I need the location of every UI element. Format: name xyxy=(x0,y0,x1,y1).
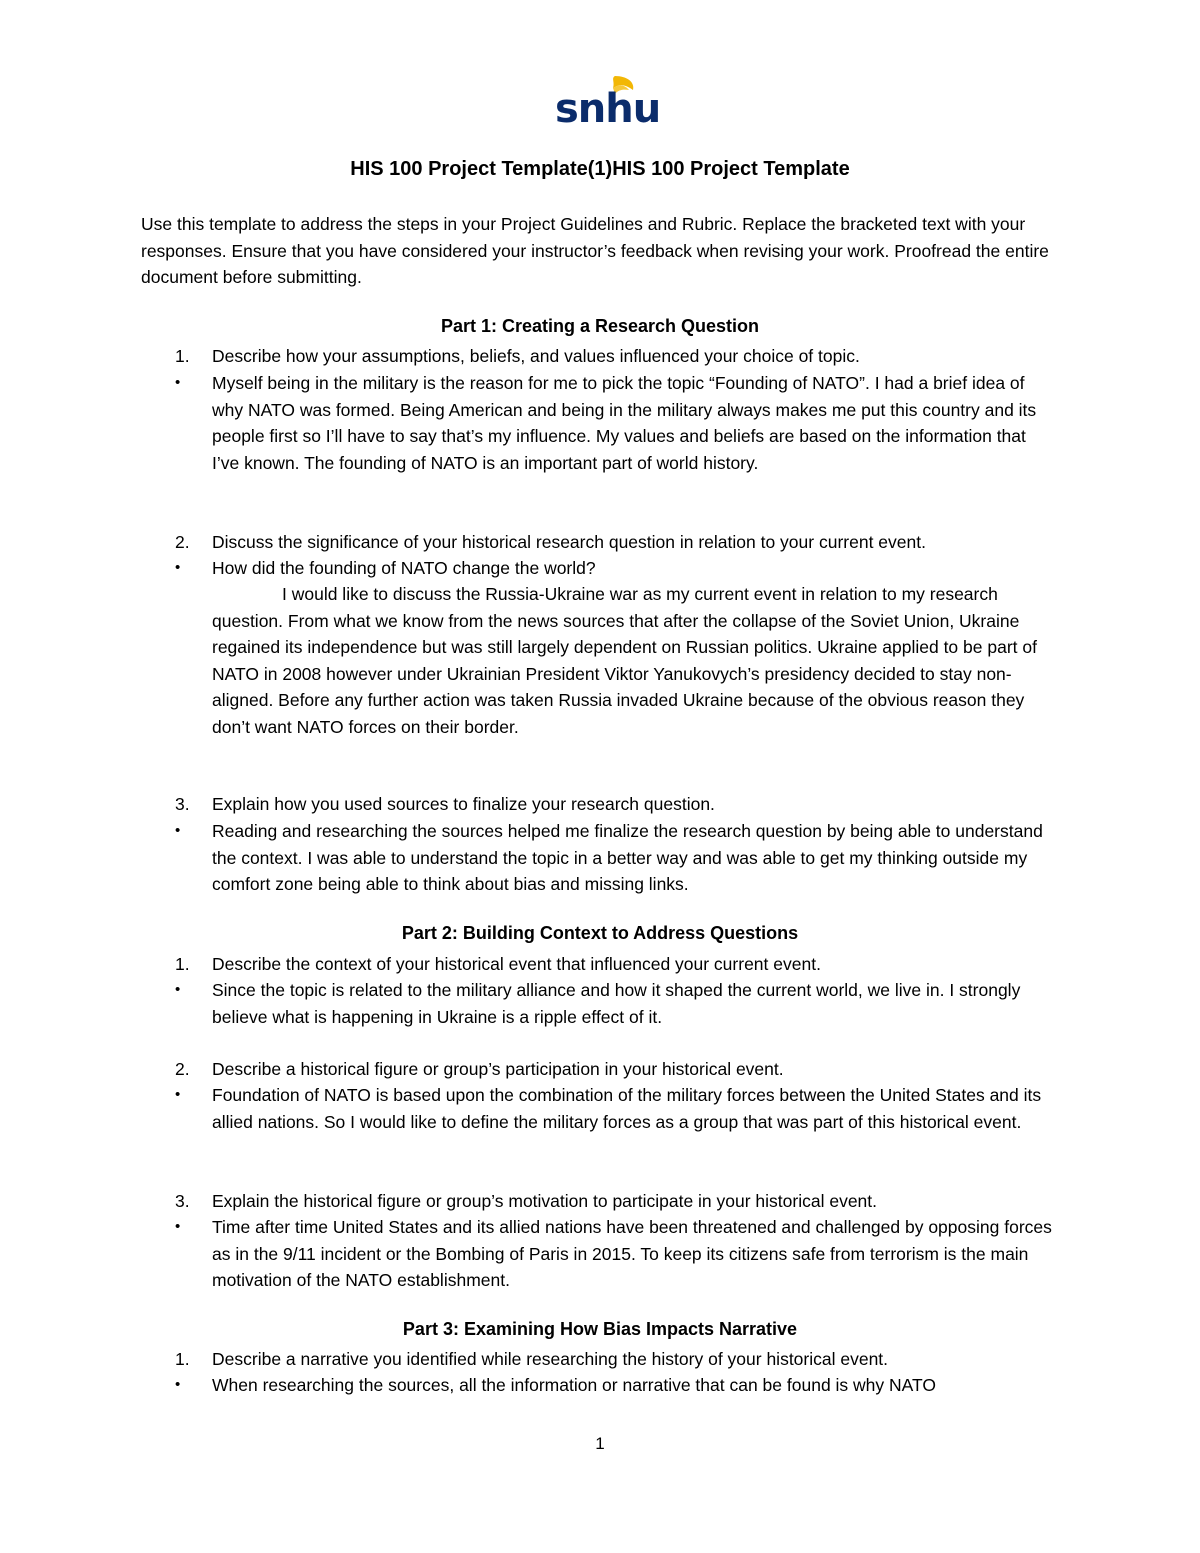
answer-text: When researching the sources, all the information or narrative that can be found is why NATO xyxy=(212,1375,937,1395)
answer-text: Reading and researching the sources helped me finalize the research question by being able to understand the context. I was able to understand the topic in a better way and was able to get my thinking outside my comfort zone being able to think about bias and missing links. xyxy=(212,821,1043,895)
answer-text: Foundation of NATO is based upon the combination of the military forces between the United States and its allied nations. So I would like to define the military forces as a group that was part of this historical event. xyxy=(212,1085,1042,1132)
answer-text: I would like to discuss the Russia-Ukraine war as my current event in relation to my research question. From what we know from the news sources that after the collapse of the Soviet Union, Ukraine regained its independence but was still largely dependent on Russian politics. Ukraine applied to be part of NATO in 2008 however under Ukrainian President Viktor Yanukovych’s presidency decided to stay non-aligned. Before any further action was taken Russia invaded Ukraine because of the obvious reason they don’t want NATO forces on their border. xyxy=(212,584,1037,737)
snhu-logo xyxy=(555,74,661,134)
question-number: 2. xyxy=(175,1059,190,1079)
question-prompt: Explain the historical figure or group’s motivation to participate in your historical event. xyxy=(212,1191,878,1211)
bullet-icon: • xyxy=(175,981,181,998)
bullet-icon: • xyxy=(175,1376,181,1393)
question-number: 1. xyxy=(175,954,190,974)
answer-text: Since the topic is related to the military alliance and how it shaped the current world, we live in. I strongly believe what is happening in Ukraine is a ripple effect of it. xyxy=(212,980,1021,1027)
answer-text: How did the founding of NATO change the world? xyxy=(212,558,596,578)
question-number: 1. xyxy=(175,346,190,366)
bullet-icon: • xyxy=(175,1086,181,1103)
bullet-icon: • xyxy=(175,559,181,576)
logo-wordmark: snhu xyxy=(555,86,661,132)
bullet-icon: • xyxy=(175,374,181,391)
question-prompt: Discuss the significance of your historical research question in relation to your current event. xyxy=(212,532,926,552)
question-number: 1. xyxy=(175,1349,190,1369)
question-prompt: Describe a narrative you identified while researching the history of your historical event. xyxy=(212,1349,889,1369)
document-title: HIS 100 Project Template(1)HIS 100 Project Template xyxy=(350,158,850,180)
bullet-icon: • xyxy=(175,1218,181,1235)
question-number: 2. xyxy=(175,532,190,552)
intro-paragraph: Use this template to address the steps in your Project Guidelines and Rubric. Replace the bracketed text with your responses. Ensure that you have considered your instructor’s feedback when revising your work. Proofread the entire document before submitting. xyxy=(141,214,1049,288)
part-1-heading: Part 1: Creating a Research Question xyxy=(440,316,760,336)
page-number: 1 xyxy=(595,1434,605,1453)
question-number: 3. xyxy=(175,794,190,814)
question-prompt: Explain how you used sources to finalize your research question. xyxy=(212,794,715,814)
question-prompt: Describe the context of your historical event that influenced your current event. xyxy=(212,954,821,974)
question-number: 3. xyxy=(175,1191,190,1211)
answer-text: Time after time United States and its allied nations have been threatened and challenged by opposing forces as in the 9/11 incident or the Bombing of Paris in 2015. To keep its citizens safe from terrorism is the main motivation of the NATO establishment. xyxy=(212,1217,1052,1291)
answer-text: Myself being in the military is the reason for me to pick the topic “Founding of NATO”. I had a brief idea of why NATO was formed. Being American and being in the military always makes me put this country and its people first so I’ll have to say that’s my influence. My values and beliefs are based on the information that I’ve known. The founding of NATO is an important part of world history. xyxy=(212,373,1037,473)
question-prompt: Describe how your assumptions, beliefs, and values influenced your choice of topic. xyxy=(212,346,860,366)
part-2-heading: Part 2: Building Context to Address Questions xyxy=(401,923,799,943)
question-prompt: Describe a historical figure or group’s participation in your historical event. xyxy=(212,1059,784,1079)
bullet-icon: • xyxy=(175,822,181,839)
part-3-heading: Part 3: Examining How Bias Impacts Narrative xyxy=(402,1319,798,1339)
